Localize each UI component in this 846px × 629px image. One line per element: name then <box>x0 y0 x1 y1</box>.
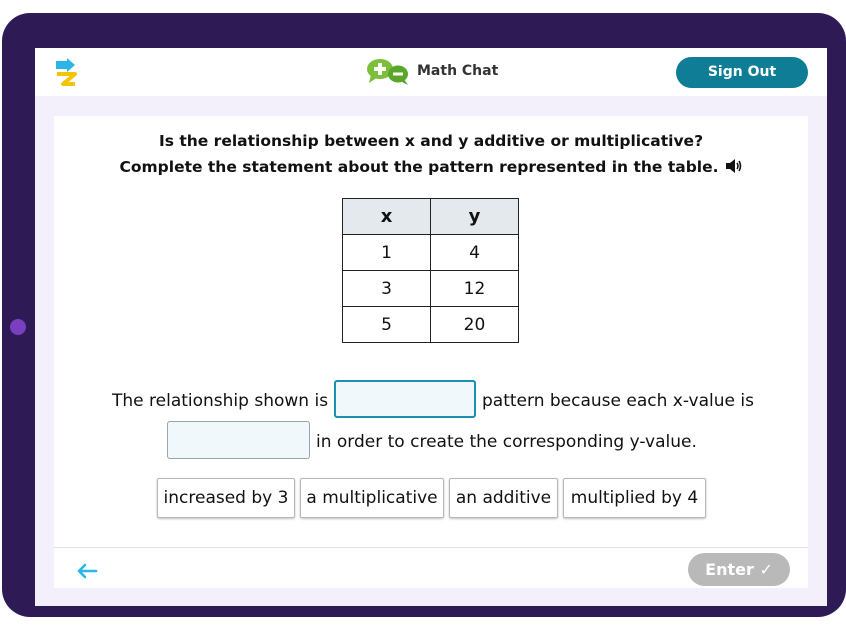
question-line-1: Is the relationship between x and y additive or multiplicative? <box>158 132 704 150</box>
table-cell: 12 <box>431 271 519 307</box>
tablet-frame <box>2 13 846 617</box>
statement-part-2: pattern because each x-value is <box>482 391 754 411</box>
pattern-table <box>342 198 519 343</box>
home-button[interactable] <box>10 319 26 335</box>
table-cell: 4 <box>431 235 519 271</box>
table-cell: 3 <box>343 271 431 307</box>
app-logo-icon[interactable] <box>53 56 79 88</box>
table-row <box>343 307 519 343</box>
table-row <box>343 235 519 271</box>
question-line-2-text: Complete the statement about the pattern represented in the table. <box>119 158 719 176</box>
table-cell: 20 <box>431 307 519 343</box>
math-chat-icon <box>365 57 411 87</box>
app-screen <box>35 48 827 606</box>
top-bar <box>35 48 827 96</box>
speaker-icon[interactable] <box>725 159 743 173</box>
table-header-x: x <box>343 199 431 235</box>
answer-blank-2[interactable] <box>167 421 310 459</box>
statement-part-1: The relationship shown is <box>112 391 329 411</box>
back-arrow-icon[interactable] <box>76 562 98 580</box>
table-header-row <box>343 199 519 235</box>
enter-button[interactable]: Enter ✓ <box>688 553 790 586</box>
table-cell: 5 <box>343 307 431 343</box>
question-card <box>54 116 808 588</box>
statement-part-3: in order to create the corresponding y-value. <box>316 432 697 452</box>
table-cell: 1 <box>343 235 431 271</box>
choice-multiplied-by-4[interactable]: multiplied by 4 <box>563 478 706 518</box>
choice-an-additive[interactable]: an additive <box>449 478 558 518</box>
choice-a-multiplicative[interactable]: a multiplicative <box>300 478 444 518</box>
question-line-2 <box>54 158 808 176</box>
choice-increased-by-3[interactable]: increased by 3 <box>157 478 295 518</box>
footer-divider <box>54 547 808 548</box>
answer-blank-1[interactable] <box>334 380 476 418</box>
table-header-y: y <box>431 199 519 235</box>
table-row <box>343 271 519 307</box>
sign-out-button[interactable]: Sign Out <box>676 57 808 88</box>
app-title: Math Chat <box>417 63 499 79</box>
